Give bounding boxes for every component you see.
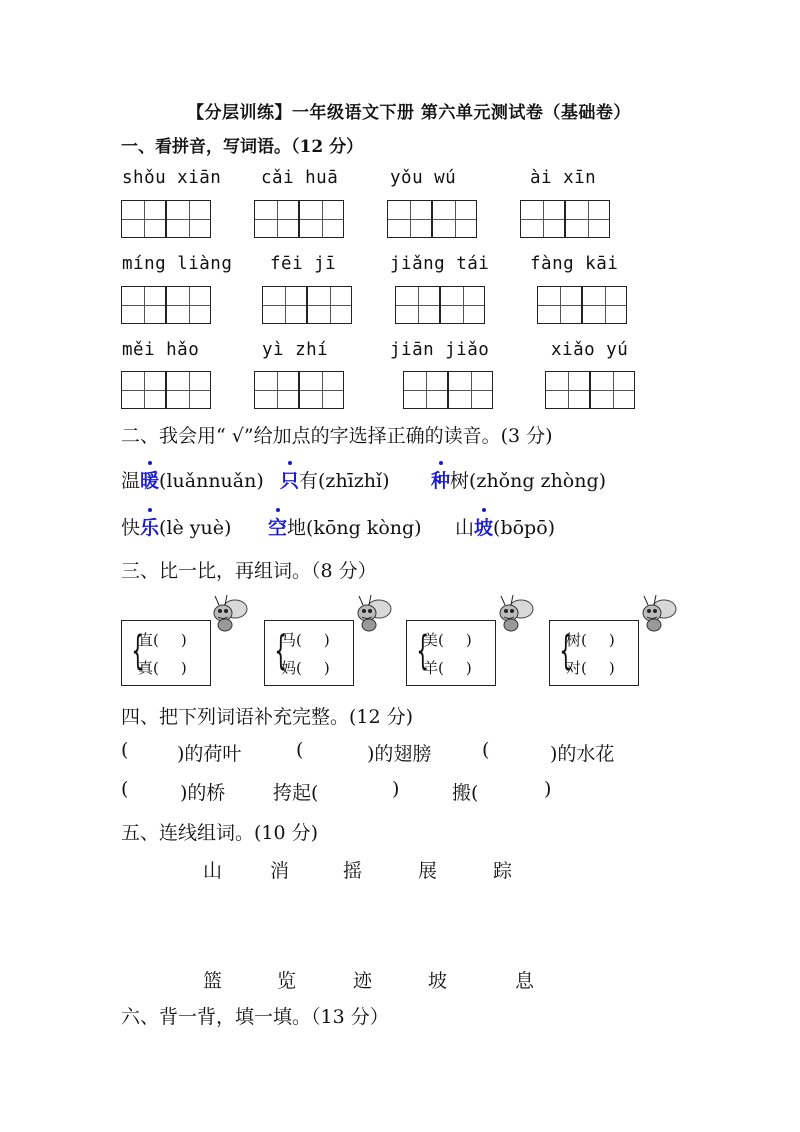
writing-grid[interactable] (254, 371, 344, 409)
item-options: (lè yuè) (159, 517, 232, 539)
match-top-char[interactable]: 山 (203, 860, 223, 882)
pinyin-11: jiān jiǎo (390, 340, 490, 360)
item-options: (luǎnnuǎn) (159, 470, 264, 492)
compare-close: ) (465, 659, 472, 677)
section-4-heading: 四、把下列词语补充完整。(12 分) (121, 706, 414, 728)
compare-box (121, 620, 211, 686)
pronunciation-item[interactable] (455, 513, 555, 540)
writing-grid[interactable] (545, 371, 635, 409)
pinyin-6: fēi jī (270, 254, 337, 274)
pronunciation-item[interactable] (121, 513, 231, 540)
compare-box (264, 620, 354, 686)
writing-grid[interactable] (395, 286, 485, 324)
compare-char: 树( (566, 631, 587, 649)
pinyin-9: měi hǎo (122, 340, 200, 360)
writing-grid[interactable] (520, 200, 610, 238)
pronunciation-item[interactable] (431, 466, 606, 493)
section-2-heading: 二、我会用“ √”给加点的字选择正确的读音。(3 分) (121, 425, 553, 447)
item-prefix: 温 (121, 470, 141, 492)
fill-blank-item[interactable]: 挎起( (273, 782, 319, 804)
item-prefix: 快 (121, 517, 141, 539)
compare-row[interactable] (423, 629, 472, 650)
match-top-char[interactable]: 展 (418, 860, 438, 882)
bee-icon (349, 593, 393, 633)
match-top-char[interactable]: 消 (270, 860, 290, 882)
compare-close: ) (465, 631, 472, 649)
fill-close-paren: ) (544, 778, 552, 800)
match-bottom-char[interactable]: 坡 (428, 970, 448, 992)
writing-grid[interactable] (254, 200, 344, 238)
page-title: 【分层训练】一年级语文下册 第六单元测试卷（基础卷） (187, 103, 631, 123)
pinyin-3: yǒu wú (390, 168, 457, 188)
pronunciation-item[interactable] (280, 466, 390, 493)
fill-blank-item[interactable]: )的荷叶 (177, 743, 242, 765)
fill-open-paren: ( (121, 739, 129, 761)
pinyin-2: cǎi huā (261, 168, 339, 188)
compare-row[interactable] (281, 629, 330, 650)
compare-close: ) (323, 659, 330, 677)
compare-row[interactable] (138, 629, 187, 650)
section-3-heading: 三、比一比，再组词。（8 分） (121, 560, 377, 582)
brace-icon: { (274, 628, 288, 674)
pinyin-8: fàng kāi (530, 254, 619, 274)
dotted-char: 只 (280, 466, 299, 493)
fill-blank-item[interactable]: )的桥 (180, 782, 226, 804)
compare-close: ) (180, 659, 187, 677)
compare-char: 直( (138, 631, 159, 649)
section-1-heading: 一、看拼音，写词语。（12 分） (121, 137, 364, 157)
writing-grid[interactable] (121, 200, 211, 238)
dotted-char: 暖 (140, 466, 159, 493)
pronunciation-item[interactable] (121, 466, 264, 493)
brace-icon: { (416, 628, 430, 674)
match-top-char[interactable]: 踪 (493, 860, 513, 882)
compare-row[interactable] (566, 629, 615, 650)
compare-char: 真( (138, 659, 159, 677)
fill-blank-item[interactable]: 搬( (452, 782, 479, 804)
item-options: 树(zhǒng zhòng) (450, 470, 607, 492)
match-bottom-char[interactable]: 览 (277, 970, 297, 992)
pinyin-5: míng liàng (122, 254, 233, 274)
compare-char: 妈( (281, 659, 302, 677)
compare-char: 对( (566, 659, 587, 677)
writing-grid[interactable] (121, 371, 211, 409)
compare-row[interactable] (281, 657, 330, 678)
match-bottom-char[interactable]: 迹 (353, 970, 373, 992)
section-6-heading: 六、背一背，填一填。（13 分） (121, 1006, 389, 1028)
compare-char: 马( (281, 631, 302, 649)
pinyin-1: shǒu xiān (122, 168, 222, 188)
match-bottom-char[interactable]: 篮 (203, 970, 223, 992)
compare-row[interactable] (423, 657, 472, 678)
writing-grid[interactable] (403, 371, 493, 409)
bee-icon (491, 593, 535, 633)
compare-close: ) (323, 631, 330, 649)
match-bottom-char[interactable]: 息 (515, 970, 535, 992)
compare-box (406, 620, 496, 686)
dotted-char: 种 (431, 466, 450, 493)
item-prefix: 山 (455, 517, 475, 539)
pinyin-12: xiǎo yú (551, 340, 629, 360)
brace-icon: { (131, 628, 145, 674)
compare-close: ) (180, 631, 187, 649)
fill-close-paren: ) (392, 778, 400, 800)
compare-char: 羊( (423, 659, 444, 677)
fill-open-paren: ( (121, 778, 129, 800)
item-options: 有(zhīzhǐ) (299, 470, 390, 492)
pinyin-4: ài xīn (530, 168, 597, 188)
writing-grid[interactable] (537, 286, 627, 324)
compare-row[interactable] (138, 657, 187, 678)
fill-blank-item[interactable]: )的水花 (550, 743, 615, 765)
dotted-char: 坡 (474, 513, 493, 540)
pinyin-7: jiǎng tái (390, 254, 490, 274)
match-top-char[interactable]: 摇 (343, 860, 363, 882)
item-options: 地(kōng kòng) (287, 517, 422, 539)
item-options: (bōpō) (493, 517, 556, 539)
dotted-char: 乐 (140, 513, 159, 540)
writing-grid[interactable] (387, 200, 477, 238)
compare-close: ) (608, 631, 615, 649)
compare-char: 美( (423, 631, 444, 649)
fill-blank-item[interactable]: )的翅膀 (367, 743, 432, 765)
writing-grid[interactable] (121, 286, 211, 324)
section-5-heading: 五、连线组词。(10 分) (121, 822, 319, 844)
fill-open-paren: ( (482, 739, 490, 761)
compare-box (549, 620, 639, 686)
fill-open-paren: ( (296, 739, 304, 761)
pinyin-10: yì zhí (262, 340, 329, 360)
dotted-char: 空 (268, 513, 287, 540)
brace-icon: { (559, 628, 573, 674)
compare-close: ) (608, 659, 615, 677)
writing-grid[interactable] (262, 286, 352, 324)
pronunciation-item[interactable] (268, 513, 422, 540)
bee-icon (205, 593, 249, 633)
compare-row[interactable] (566, 657, 615, 678)
bee-icon (634, 593, 678, 633)
